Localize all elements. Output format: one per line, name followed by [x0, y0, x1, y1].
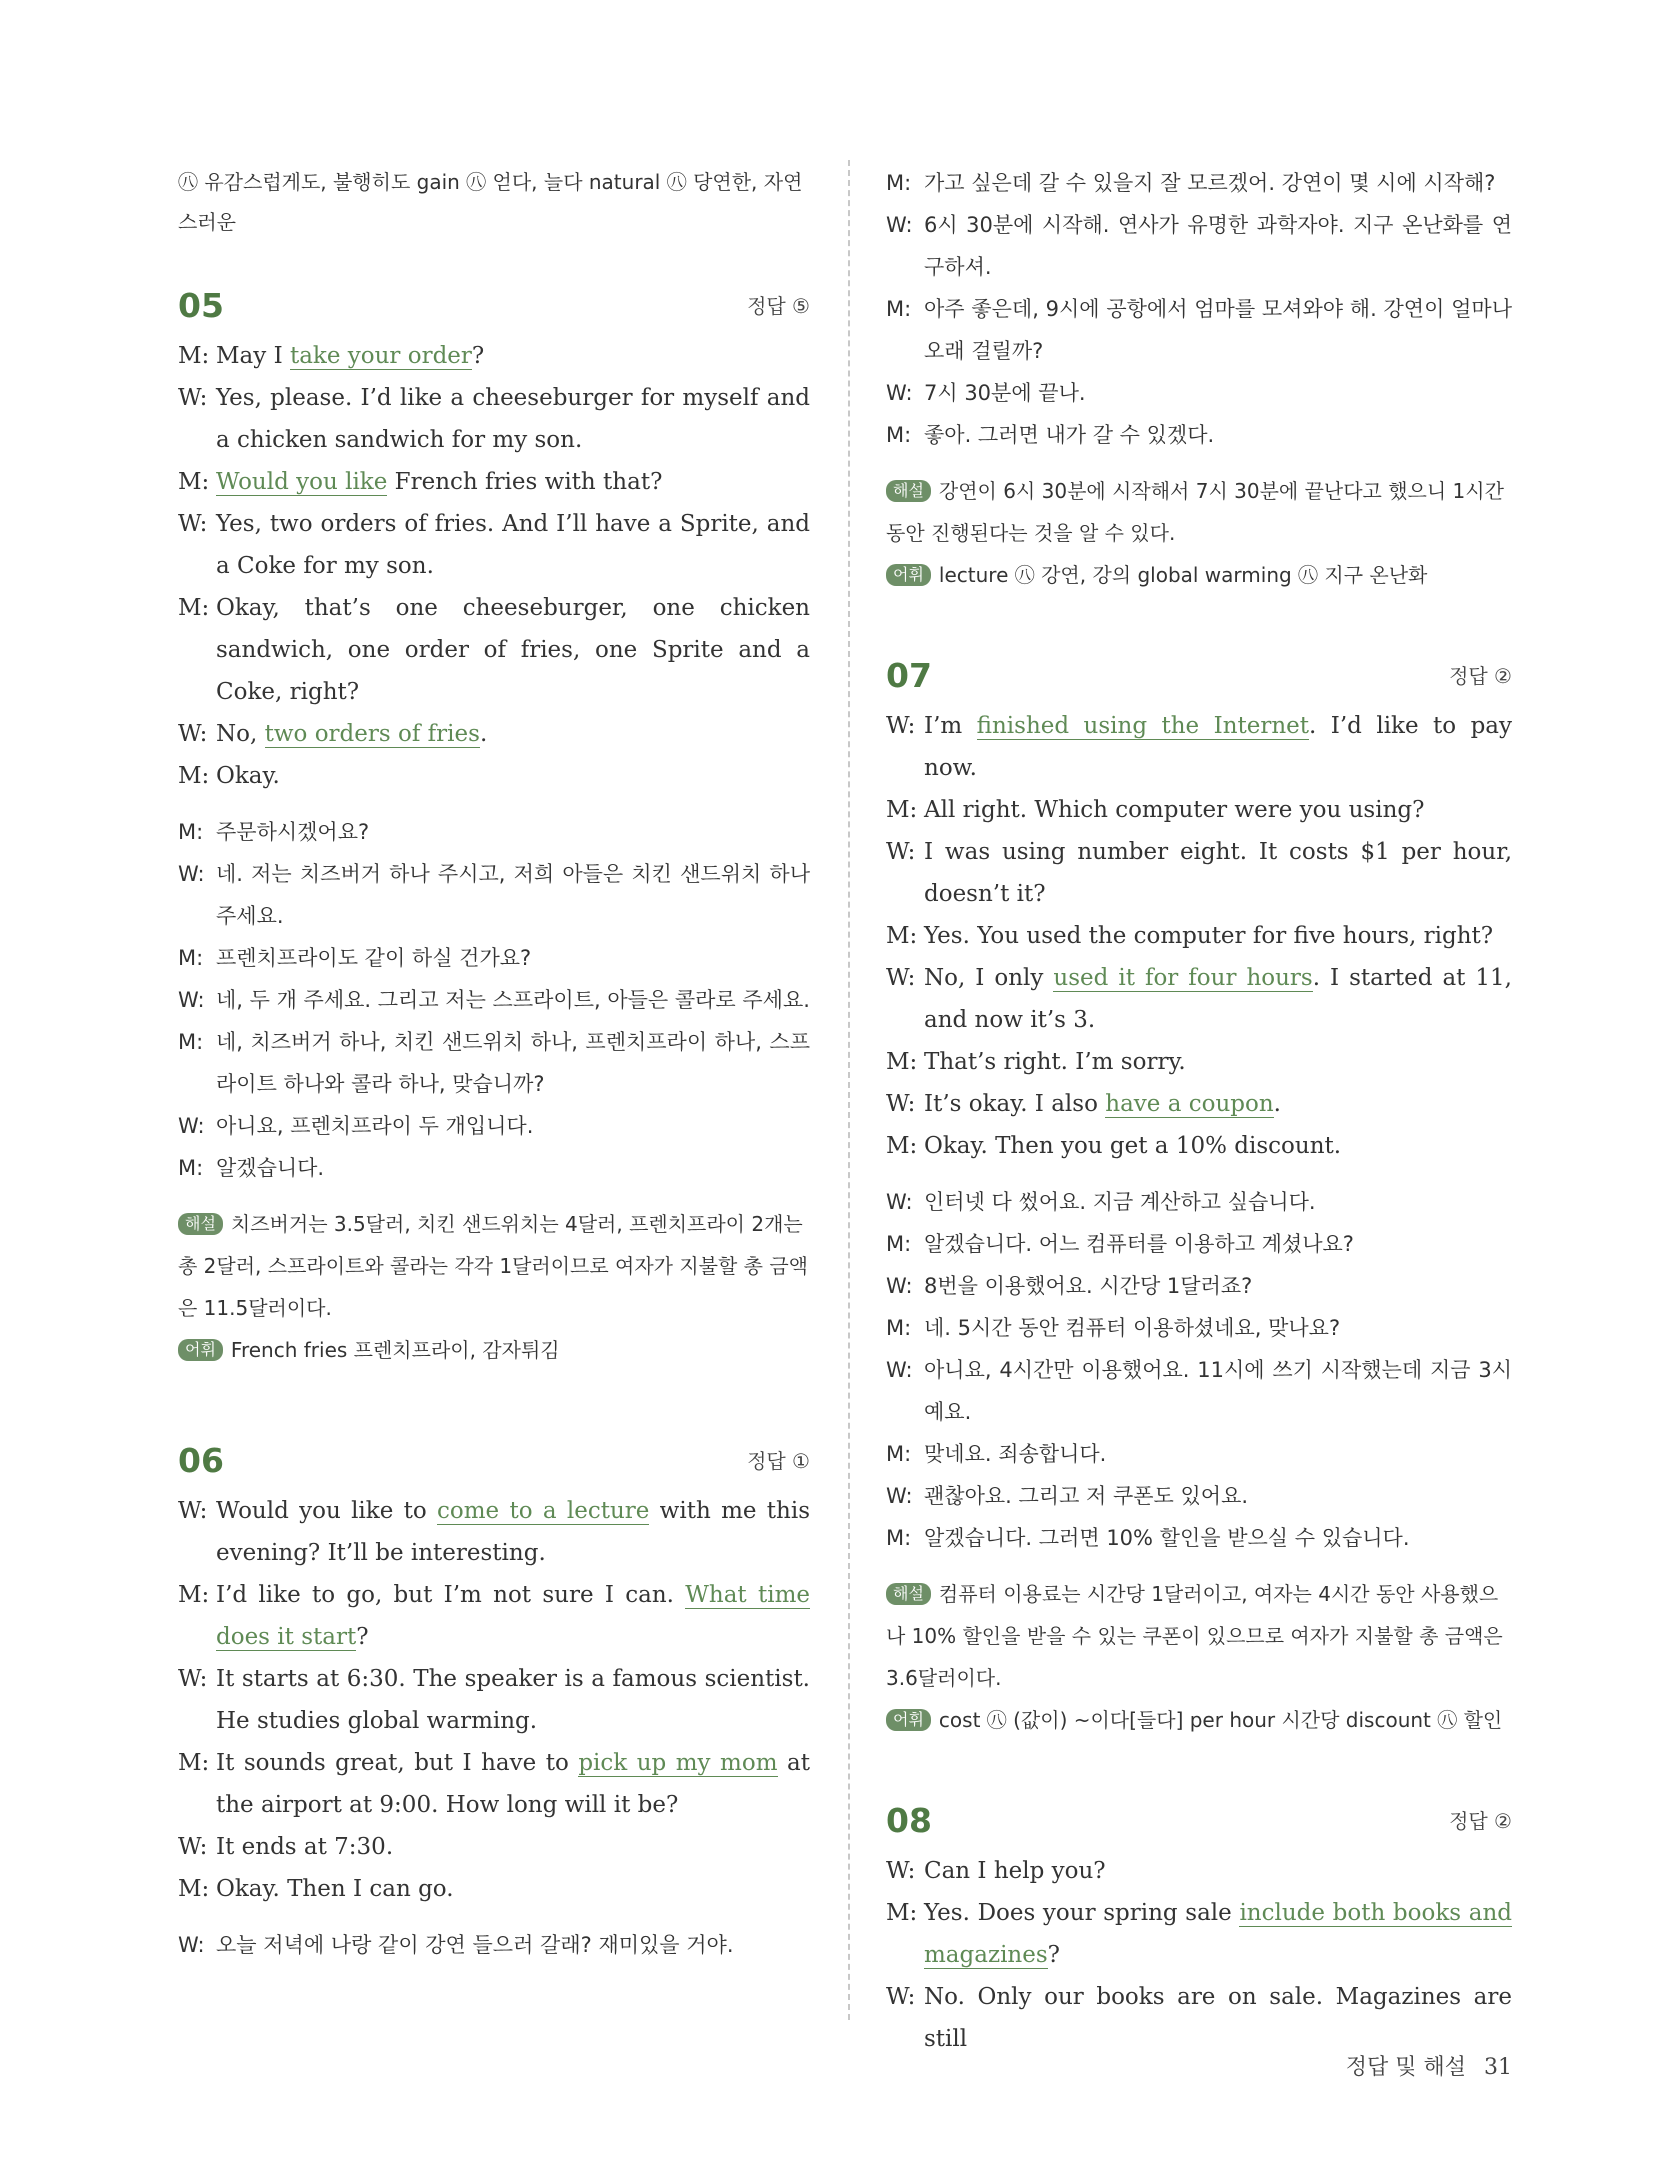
- q08-header: [886, 1801, 1512, 1840]
- dialogue-line: W: Can I help you?: [886, 1858, 1106, 1884]
- dialogue-line: M: Yes. You used the computer for five hours, right?: [886, 923, 1494, 949]
- dialogue-line: W: I was using number eight. It costs $1 per hour, doesn’t it?: [886, 839, 1512, 907]
- translation-line: M: 네, 치즈버거 하나, 치킨 샌드위치 하나, 프렌치프라이 하나, 스프라이트 하나와 콜라 하나, 맞습니까?: [178, 1030, 810, 1096]
- column-divider: [848, 160, 850, 2020]
- dialogue-line: W: It starts at 6:30. The speaker is a famous scientist. He studies global warming.: [178, 1666, 810, 1734]
- translation-line: M: 네. 5시간 동안 컴퓨터 이용하셨네요, 맞나요?: [886, 1316, 1341, 1340]
- translation-line: W: 오늘 저녁에 나랑 같이 강연 들으러 갈래? 재미있을 거야.: [178, 1933, 734, 1957]
- explain-badge: 해설: [178, 1213, 223, 1235]
- dialogue-line: M: All right. Which computer were you using?: [886, 797, 1425, 823]
- vocab-badge: 어휘: [886, 1709, 931, 1731]
- translation-line: M: 가고 싶은데 갈 수 있을지 잘 모르겠어. 강연이 몇 시에 시작해?: [886, 171, 1496, 195]
- dialogue-line: M: Okay, that’s one cheeseburger, one chicken sandwich, one order of fries, one Sprite and a Coke, right?: [178, 595, 810, 705]
- q08-number: 08: [886, 1801, 932, 1840]
- answer-blank: two orders of fries: [264, 721, 480, 747]
- q05-answer: 정답 ⑤: [747, 294, 810, 318]
- q06-en-dialogue: [178, 1490, 810, 1910]
- dialogue-line: M: Okay. Then you get a 10% discount.: [886, 1133, 1342, 1159]
- dialogue-line: M: Yes. Does your spring sale include both books and magazines?: [886, 1900, 1512, 1968]
- answer-blank: have a coupon: [1105, 1091, 1274, 1117]
- translation-line: W: 인터넷 다 썼어요. 지금 계산하고 싶습니다.: [886, 1190, 1316, 1214]
- dialogue-line: W: Would you like to come to a lecture with me this evening? It’ll be interesting.: [178, 1498, 810, 1566]
- q05-explanation: 해설 치즈버거는 3.5달러, 치킨 샌드위치는 4달러, 프렌치프라이 2개는 총 2달러, 스프라이트와 콜라는 각각 1달러이므로 여자가 지불할 총 금액은 11.5달러이다.: [178, 1212, 808, 1320]
- q07-section: [886, 656, 1512, 1741]
- q07-ko-dialogue: [886, 1181, 1512, 1559]
- left-column: [178, 162, 810, 1966]
- dialogue-line: W: No, I only used it for four hours. I started at 11, and now it’s 3.: [886, 965, 1512, 1033]
- q07-header: [886, 656, 1512, 695]
- dialogue-line: M: May I take your order?: [178, 343, 485, 369]
- q07-number: 07: [886, 656, 932, 695]
- dialogue-line: W: It ends at 7:30.: [178, 1834, 394, 1860]
- q05-header: [178, 286, 810, 325]
- q08-section: [886, 1801, 1512, 2060]
- q05-en-dialogue: [178, 335, 810, 797]
- translation-line: W: 괜찮아요. 그리고 저 쿠폰도 있어요.: [886, 1484, 1249, 1508]
- dialogue-line: W: No. Only our books are on sale. Magazines are still: [886, 1984, 1512, 2052]
- dialogue-line: M: That’s right. I’m sorry.: [886, 1049, 1186, 1075]
- answer-blank: What time does it start: [216, 1582, 810, 1650]
- dialogue-line: M: I’d like to go, but I’m not sure I can. What time does it start?: [178, 1582, 810, 1650]
- answer-blank: take your order: [289, 343, 472, 369]
- answer-blank: used it for four hours: [1053, 965, 1313, 991]
- top-vocab: ㊇ 유감스럽게도, 불행히도 gain ㊇ 얻다, 늘다 natural ㊇ 당연한, 자연스러운: [178, 170, 803, 234]
- page-number: 31: [1484, 2055, 1512, 2080]
- explain-badge: 해설: [886, 480, 931, 502]
- translation-line: W: 6시 30분에 시작해. 연사가 유명한 과학자야. 지구 온난화를 연구하셔.: [886, 213, 1512, 279]
- vocab-badge: 어휘: [178, 1339, 223, 1361]
- q06-number: 06: [178, 1441, 224, 1480]
- vocab-badge: 어휘: [886, 564, 931, 586]
- dialogue-line: W: I’m finished using the Internet. I’d like to pay now.: [886, 713, 1512, 781]
- footer-label: 정답 및 해설: [1345, 2055, 1466, 2080]
- translation-line: M: 알겠습니다.: [178, 1156, 325, 1180]
- translation-line: M: 주문하시겠어요?: [178, 820, 370, 844]
- dialogue-line: M: Okay. Then I can go.: [178, 1876, 454, 1902]
- translation-line: M: 프렌치프라이도 같이 하실 건가요?: [178, 946, 532, 970]
- q06-header: [178, 1441, 810, 1480]
- translation-line: W: 네, 두 개 주세요. 그리고 저는 스프라이트, 아들은 콜라로 주세요.: [178, 988, 810, 1012]
- answer-blank: pick up my mom: [578, 1750, 778, 1776]
- page-footer: [1346, 2050, 1512, 2081]
- translation-line: W: 네. 저는 치즈버거 하나 주시고, 저희 아들은 치킨 샌드위치 하나 주세요.: [178, 862, 810, 928]
- q06-answer: 정답 ①: [747, 1449, 810, 1473]
- dialogue-line: M: It sounds great, but I have to pick up my mom at the airport at 9:00. How long will it be?: [178, 1750, 810, 1818]
- translation-line: M: 알겠습니다. 어느 컴퓨터를 이용하고 계셨나요?: [886, 1232, 1354, 1256]
- q05-ko-dialogue: [178, 811, 810, 1189]
- q07-explanation: 해설 컴퓨터 이용료는 시간당 1달러이고, 여자는 4시간 동안 사용했으나 10% 할인을 받을 수 있는 쿠폰이 있으므로 여자가 지불할 총 금액은 3.6달러이다.: [886, 1582, 1503, 1690]
- q06-vocab: 어휘 lecture ㊇ 강연, 강의 global warming ㊇ 지구 온난화: [886, 554, 1512, 596]
- q05-number: 05: [178, 286, 224, 325]
- dialogue-line: W: No, two orders of fries.: [178, 721, 488, 747]
- translation-line: M: 알겠습니다. 그러면 10% 할인을 받으실 수 있습니다.: [886, 1526, 1410, 1550]
- dialogue-line: W: It’s okay. I also have a coupon.: [886, 1091, 1281, 1117]
- answer-blank: include both books and magazines: [924, 1900, 1512, 1968]
- answer-blank: Would you like: [216, 469, 388, 495]
- q05-section: [178, 286, 810, 1371]
- translation-line: W: 아니요, 프렌치프라이 두 개입니다.: [178, 1114, 534, 1138]
- translation-line: W: 아니요, 4시간만 이용했어요. 11시에 쓰기 시작했는데 지금 3시예요.: [886, 1358, 1512, 1424]
- q06-ko-continued: [886, 162, 1512, 456]
- answer-blank: come to a lecture: [437, 1498, 650, 1524]
- dialogue-line: M: Would you like French fries with that?: [178, 469, 663, 495]
- translation-line: M: 아주 좋은데, 9시에 공항에서 엄마를 모셔와야 해. 강연이 얼마나 오래 걸릴까?: [886, 297, 1512, 363]
- q07-vocab: 어휘 cost ㊇ (값이) ~이다[들다] per hour 시간당 discount ㊇ 할인: [886, 1699, 1512, 1741]
- translation-line: M: 좋아. 그러면 내가 갈 수 있겠다.: [886, 423, 1215, 447]
- translation-line: M: 맞네요. 죄송합니다.: [886, 1442, 1107, 1466]
- answer-blank: finished using the Internet: [976, 713, 1310, 739]
- q05-vocab: 어휘 French fries 프렌치프라이, 감자튀김: [178, 1329, 810, 1371]
- q08-answer: 정답 ②: [1449, 1809, 1512, 1833]
- dialogue-line: W: Yes, two orders of fries. And I’ll have a Sprite, and a Coke for my son.: [178, 511, 810, 579]
- right-column: [886, 162, 1512, 2060]
- q07-en-dialogue: [886, 705, 1512, 1167]
- q08-en-dialogue: [886, 1850, 1512, 2060]
- explain-badge: 해설: [886, 1583, 931, 1605]
- q07-answer: 정답 ②: [1449, 664, 1512, 688]
- dialogue-line: W: Yes, please. I’d like a cheeseburger for myself and a chicken sandwich for my son.: [178, 385, 810, 453]
- q06-explanation: 해설 강연이 6시 30분에 시작해서 7시 30분에 끝난다고 했으니 1시간 동안 진행된다는 것을 알 수 있다.: [886, 479, 1504, 545]
- dialogue-line: M: Okay.: [178, 763, 280, 789]
- translation-line: W: 7시 30분에 끝나.: [886, 381, 1086, 405]
- translation-line: W: 8번을 이용했어요. 시간당 1달러죠?: [886, 1274, 1253, 1298]
- q06-section: [178, 1441, 810, 1966]
